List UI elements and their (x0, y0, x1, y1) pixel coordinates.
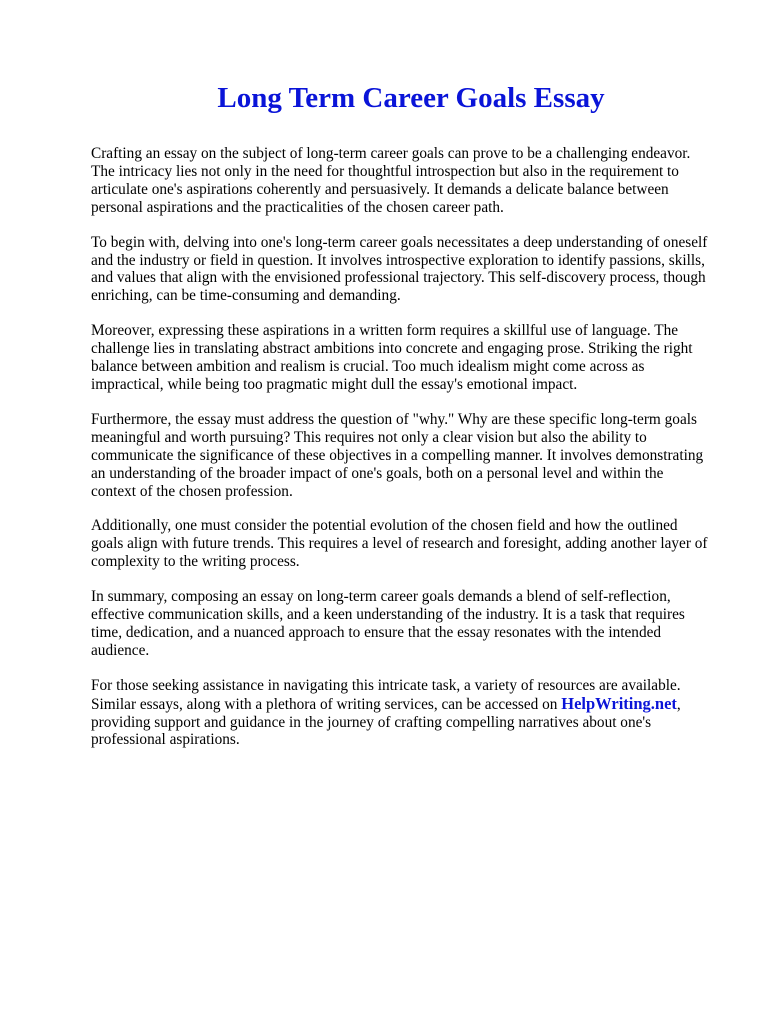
paragraph-line: balance between ambition and realism is crucial. Too much idealism might come across as (91, 358, 645, 376)
paragraph-line: For those seeking assistance in navigating this intricate task, a variety of resources are available. (91, 676, 681, 694)
paragraph-line: time, dedication, and a nuanced approach to ensure that the essay resonates with the intended (91, 623, 662, 641)
paragraph-line: and the industry or field in question. It involves introspective exploration to identify passions, skills, (91, 251, 705, 269)
paragraph-line: meaningful and worth pursuing? This requires not only a clear vision but also the ability to (91, 428, 647, 446)
paragraph-line: professional aspirations. (91, 731, 240, 749)
paragraph-line: impractical, while being too pragmatic might dull the essay's emotional impact. (91, 375, 578, 393)
paragraph-line: communicate the significance of these objectives in a compelling manner. It involves demonstrating (91, 446, 704, 464)
paragraph-line: articulate one's aspirations coherently and persuasively. It demands a delicate balance between (91, 180, 669, 198)
paragraph-line: complexity to the writing process. (91, 553, 300, 571)
page-title: Long Term Career Goals Essay (217, 82, 605, 114)
paragraph-line: providing support and guidance in the journey of crafting compelling narratives about one's (91, 713, 652, 731)
paragraph-line: audience. (91, 641, 150, 659)
paragraph-line: Crafting an essay on the subject of long-term career goals can prove to be a challenging endeavor. (91, 145, 691, 162)
paragraph-5 (91, 517, 731, 571)
paragraph-4 (91, 411, 731, 501)
paragraph-line: personal aspirations and the practicalities of the chosen career path. (91, 198, 504, 216)
paragraph-3 (91, 322, 731, 394)
paragraph-line: Similar essays, along with a plethora of writing services, can be accessed on (91, 695, 562, 713)
paragraph-1 (91, 145, 731, 217)
paragraph-line: Moreover, expressing these aspirations in a written form requires a skillful use of language. The (91, 322, 679, 340)
paragraph-line: enriching, can be time-consuming and demanding. (91, 287, 401, 305)
paragraph-line: The intricacy lies not only in the need for thoughtful introspection but also in the requirement to (91, 162, 679, 180)
paragraph-punctuation: , (676, 695, 681, 713)
paragraph-line: Additionally, one must consider the potential evolution of the chosen field and how the outlined (91, 517, 678, 535)
paragraph-line: effective communication skills, and a keen understanding of the industry. It is a task that requires (91, 606, 685, 624)
helpwriting-link[interactable]: HelpWriting.net (561, 693, 677, 713)
essay-body (91, 145, 731, 766)
paragraph-line: context of the chosen profession. (91, 482, 293, 500)
paragraph-line: goals align with future trends. This requires a level of research and foresight, adding another layer of (91, 535, 708, 553)
paragraph-2 (91, 234, 731, 306)
paragraph-line: In summary, composing an essay on long-term career goals demands a blend of self-reflection, (91, 588, 671, 606)
paragraph-line: challenge lies in translating abstract ambitions into concrete and engaging prose. Striking the right (91, 340, 693, 358)
paragraph-7 (91, 677, 731, 750)
paragraph-line: an understanding of the broader impact of one's goals, both on a personal level and within the (91, 464, 664, 482)
paragraph-line: To begin with, delving into one's long-term career goals necessitates a deep understanding of oneself (91, 233, 708, 251)
paragraph-line: Furthermore, the essay must address the question of "why." Why are these specific long-term goals (91, 410, 697, 428)
paragraph-line: and values that align with the envisioned professional trajectory. This self-discovery process, though (91, 269, 706, 287)
paragraph-6 (91, 588, 731, 660)
